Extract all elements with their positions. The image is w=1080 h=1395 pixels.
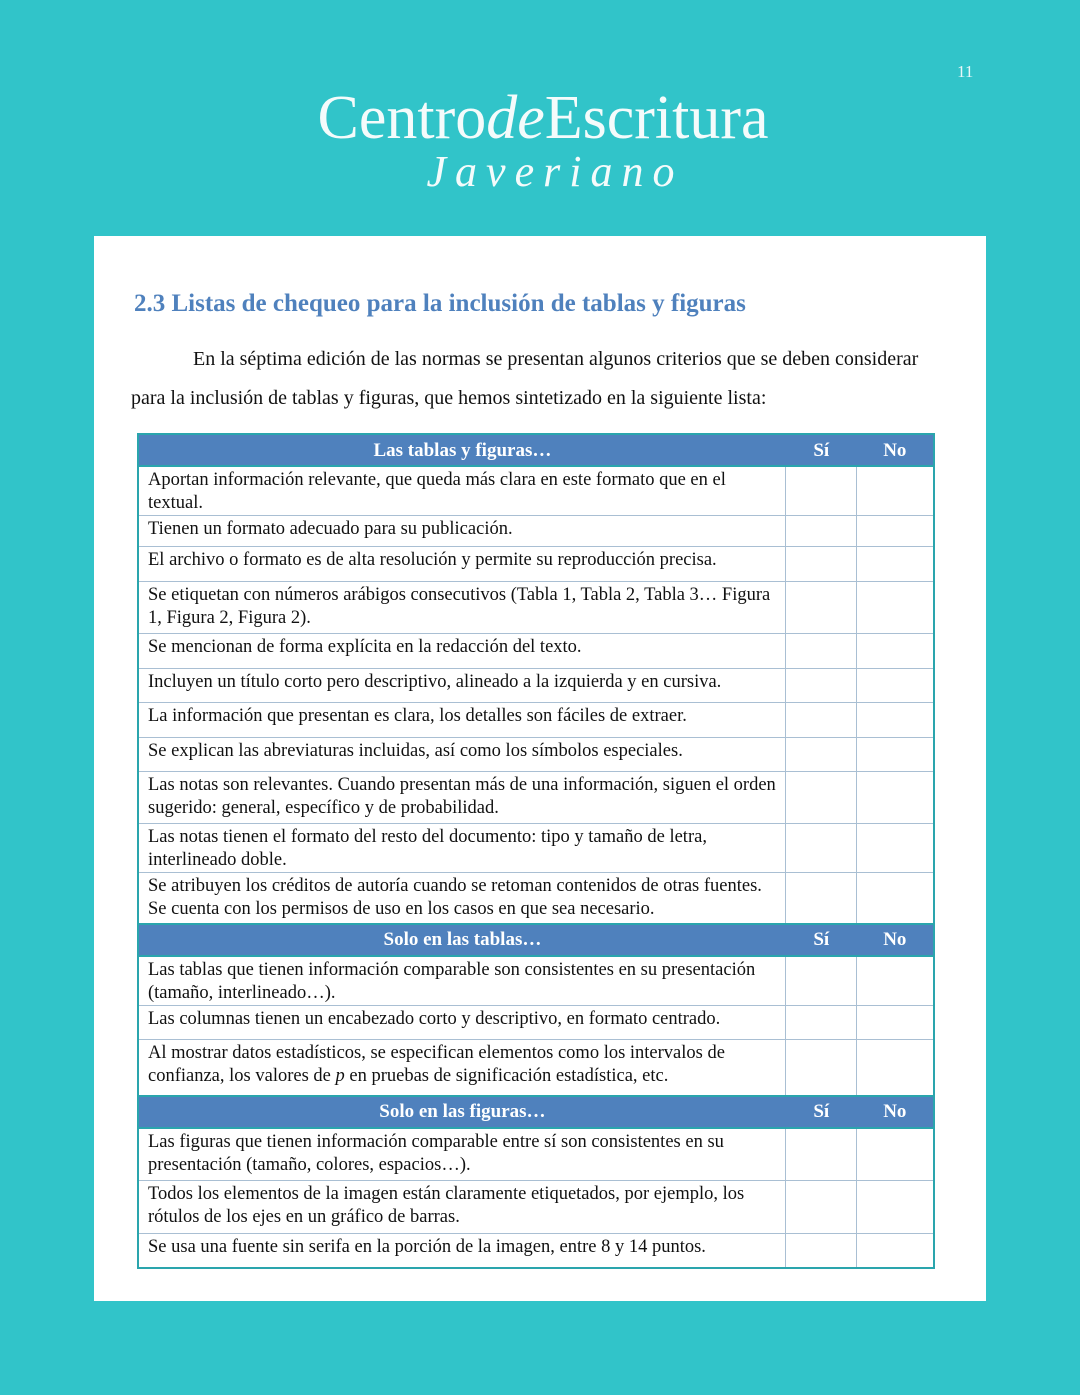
logo-part-centro: Centro <box>317 84 487 152</box>
checklist-row <box>138 634 934 669</box>
yes-checkbox-cell[interactable] <box>786 1040 857 1096</box>
no-checkbox-cell[interactable] <box>857 669 934 703</box>
group-title: Las tablas y figuras… <box>138 434 786 466</box>
no-checkbox-cell[interactable] <box>857 547 934 582</box>
logo-part-escritura: Escritura <box>544 84 769 152</box>
checklist-row <box>138 703 934 738</box>
no-checkbox-cell[interactable] <box>857 1040 934 1096</box>
checklist-row <box>138 466 934 516</box>
yes-checkbox-cell[interactable] <box>786 466 857 516</box>
yes-checkbox-cell[interactable] <box>786 669 857 703</box>
yes-checkbox-cell[interactable] <box>786 1234 857 1268</box>
no-checkbox-cell[interactable] <box>857 703 934 738</box>
logo-part-de: de <box>486 84 545 152</box>
no-checkbox-cell[interactable] <box>857 1181 934 1234</box>
section-title: 2.3 Listas de chequeo para la inclusión de tablas y figuras <box>134 290 746 317</box>
checklist-row <box>138 669 934 703</box>
checklist-row <box>138 1181 934 1234</box>
checklist-group-header <box>138 924 934 956</box>
no-checkbox-cell[interactable] <box>857 582 934 634</box>
intro-paragraph: En la séptima edición de las normas se presentan algunos criterios que se deben considerar para la inclusión de tablas y figuras, que hemos sintetizado en la siguiente lista: <box>131 348 919 409</box>
no-checkbox-cell[interactable] <box>857 516 934 547</box>
yes-checkbox-cell[interactable] <box>786 1128 857 1181</box>
page-number: 11 <box>957 62 974 81</box>
no-checkbox-cell[interactable] <box>857 1006 934 1040</box>
group-title: Solo en las tablas… <box>138 924 786 956</box>
yes-checkbox-cell[interactable] <box>786 956 857 1006</box>
checklist-item-text: Aportan información relevante, que queda más clara en este formato que en el textual. <box>138 466 786 516</box>
no-column-header: No <box>857 1096 934 1128</box>
no-checkbox-cell[interactable] <box>857 772 934 824</box>
checklist-row <box>138 1040 934 1096</box>
checklist-row <box>138 738 934 772</box>
yes-checkbox-cell[interactable] <box>786 582 857 634</box>
yes-checkbox-cell[interactable] <box>786 703 857 738</box>
checklist-item-text: Las columnas tienen un encabezado corto y descriptivo, en formato centrado. <box>138 1006 786 1040</box>
logo-subtitle: Javeriano <box>426 147 684 196</box>
yes-checkbox-cell[interactable] <box>786 738 857 772</box>
checklist-item-text: Tienen un formato adecuado para su publicación. <box>138 516 786 547</box>
yes-checkbox-cell[interactable] <box>786 873 857 924</box>
yes-checkbox-cell[interactable] <box>786 772 857 824</box>
checklist-row <box>138 824 934 873</box>
checklist-table <box>137 433 935 1269</box>
yes-checkbox-cell[interactable] <box>786 1181 857 1234</box>
yes-column-header: Sí <box>786 1096 857 1128</box>
checklist-row <box>138 1234 934 1268</box>
checklist-row <box>138 516 934 547</box>
no-checkbox-cell[interactable] <box>857 466 934 516</box>
yes-checkbox-cell[interactable] <box>786 824 857 873</box>
checklist-item-text: Se mencionan de forma explícita en la redacción del texto. <box>138 634 786 669</box>
checklist-item-text: Las tablas que tienen información comparable son consistentes en su presentación (tamaño, interlineado…). <box>138 956 786 1006</box>
checklist-row <box>138 873 934 924</box>
yes-checkbox-cell[interactable] <box>786 516 857 547</box>
checklist-item-text: El archivo o formato es de alta resolución y permite su reproducción precisa. <box>138 547 786 582</box>
group-title: Solo en las figuras… <box>138 1096 786 1128</box>
checklist-item-text: Las figuras que tienen información comparable entre sí son consistentes en su presentación (tamaño, colores, espacios…). <box>138 1128 786 1181</box>
yes-column-header: Sí <box>786 434 857 466</box>
checklist-item-text: Se atribuyen los créditos de autoría cuando se retoman contenidos de otras fuentes. Se cuenta con los permisos de uso en los casos en que sea necesario. <box>138 873 786 924</box>
checklist-item-text: Incluyen un título corto pero descriptivo, alineado a la izquierda y en cursiva. <box>138 669 786 703</box>
checklist-item-text: Se etiquetan con números arábigos consecutivos (Tabla 1, Tabla 2, Tabla 3… Figura 1, Figura 2, Figura 2). <box>138 582 786 634</box>
checklist-row <box>138 1128 934 1181</box>
yes-checkbox-cell[interactable] <box>786 634 857 669</box>
checklist-item-text: Se explican las abreviaturas incluidas, así como los símbolos especiales. <box>138 738 786 772</box>
checklist-group-header <box>138 1096 934 1128</box>
checklist-row <box>138 956 934 1006</box>
no-checkbox-cell[interactable] <box>857 873 934 924</box>
no-checkbox-cell[interactable] <box>857 956 934 1006</box>
yes-checkbox-cell[interactable] <box>786 1006 857 1040</box>
checklist-row <box>138 547 934 582</box>
checklist-row <box>138 772 934 824</box>
checklist-item-text: Todos los elementos de la imagen están claramente etiquetados, por ejemplo, los rótulos de los ejes en un gráfico de barras. <box>138 1181 786 1234</box>
yes-column-header: Sí <box>786 924 857 956</box>
no-column-header: No <box>857 924 934 956</box>
checklist-row <box>138 1006 934 1040</box>
no-checkbox-cell[interactable] <box>857 824 934 873</box>
no-checkbox-cell[interactable] <box>857 738 934 772</box>
no-checkbox-cell[interactable] <box>857 634 934 669</box>
yes-checkbox-cell[interactable] <box>786 547 857 582</box>
checklist-item-text: Al mostrar datos estadísticos, se especifican elementos como los intervalos de confianza, los valores de p en pruebas de significación estadística, etc. <box>138 1040 786 1096</box>
logo-wordmark <box>6 82 1080 154</box>
no-checkbox-cell[interactable] <box>857 1128 934 1181</box>
checklist-item-text: La información que presentan es clara, los detalles son fáciles de extraer. <box>138 703 786 738</box>
no-column-header: No <box>857 434 934 466</box>
centro-de-escritura-logo <box>0 82 1080 194</box>
checklist-group-header <box>138 434 934 466</box>
checklist-item-text: Las notas tienen el formato del resto del documento: tipo y tamaño de letra, interlineado doble. <box>138 824 786 873</box>
checklist-item-text: Se usa una fuente sin serifa en la porción de la imagen, entre 8 y 14 puntos. <box>138 1234 786 1268</box>
no-checkbox-cell[interactable] <box>857 1234 934 1268</box>
checklist-row <box>138 582 934 634</box>
checklist-item-text: Las notas son relevantes. Cuando presentan más de una información, siguen el orden sugerido: general, específico y de probabilidad. <box>138 772 786 824</box>
